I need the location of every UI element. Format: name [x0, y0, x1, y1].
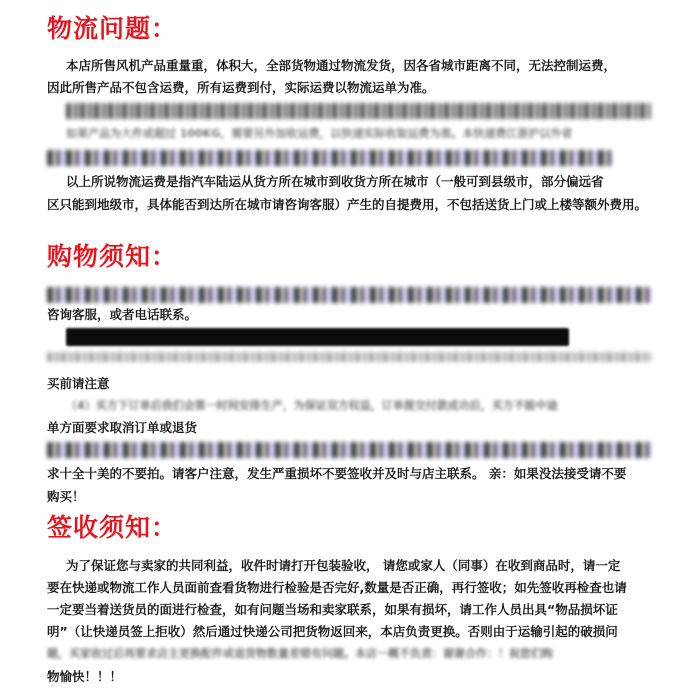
- purchase-heading: 购物须知：: [47, 242, 178, 271]
- receipt-paragraph-line: 物愉快！！！: [47, 669, 123, 684]
- logistics-paragraph-line: 以上所说物流运费是指汽车陆运从货方所在城市到收货方所在城市（一般可到县级市，部分偏远省: [66, 174, 604, 189]
- receipt-heading: 签收须知：: [47, 513, 178, 542]
- receipt-paragraph-line: 要在快递或物流工作人员面前查看货物进行检验是否完好,数量是否正确，再行签收；如先签收再检查也请: [47, 580, 627, 595]
- redacted-line: [47, 442, 651, 458]
- purchase-final-line: 求十全十美的不要拍。请客户注意，发生严重损坏不要签收并及时与店主联系。 亲：如果没法接受请不要: [47, 466, 627, 481]
- redacted-line: [66, 328, 569, 346]
- receipt-paragraph-line: 为了保证您与卖家的共同利益，收件时请打开包装验收， 请您或家人（同事）在收到商品时，请一定: [66, 558, 621, 573]
- purchase-consult-line: 咨询客服，或者电话联系。: [47, 307, 198, 322]
- logistics-paragraph-line: 因此所售产品不包含运费，所有运费到付，实际运费以物流运单为准。: [47, 80, 435, 95]
- purchase-cancel-line: 单方面要求取消订单或退货: [47, 420, 198, 435]
- redacted-line: [47, 352, 651, 362]
- purchase-notice-label: 买前请注意: [47, 376, 110, 391]
- logistics-paragraph-line: 区只能到地级市，具体能否到达所在城市请咨询客服）产生的自提费用，不包括送货上门或上楼等额外费用。: [47, 197, 648, 212]
- redacted-line: [47, 150, 612, 166]
- blurred-shipping-note: 如果产品为大件或超过 100KG，需要另外加收运费，以快递实际收取运费为准。本快递费江浙沪以外省: [66, 127, 573, 140]
- receipt-paragraph-line: 一定要当着送货员的面进行检查，如有问题当场和卖家联系，如果有损坏，请工作人员出具“物品损坏证: [47, 602, 618, 617]
- redacted-line: [66, 103, 651, 119]
- blurred-receipt-note: 题，买家收过后再要求店主更换配件或退货物数量差错有问题。本店一概不负责：谢谢合作：！祝您们购: [47, 647, 553, 660]
- redacted-line: [47, 287, 651, 303]
- blurred-order-note: （4）买方下订单后我们会第一时间安排生产，为保证双方权益，订单提交付款成功后，买方不能中途: [66, 399, 558, 412]
- purchase-final-line: 购买！: [47, 489, 85, 504]
- logistics-heading: 物流问题：: [47, 14, 178, 43]
- receipt-paragraph-line: 明”（让快递员签上拒收）然后通过快递公司把货物返回来，本店负责更换。否则由于运输引起的破损问: [47, 624, 618, 639]
- logistics-paragraph-line: 本店所售风机产品重量重，体积大，全部货物通过物流发货，因各省城市距离不同，无法控制运费，: [66, 58, 617, 73]
